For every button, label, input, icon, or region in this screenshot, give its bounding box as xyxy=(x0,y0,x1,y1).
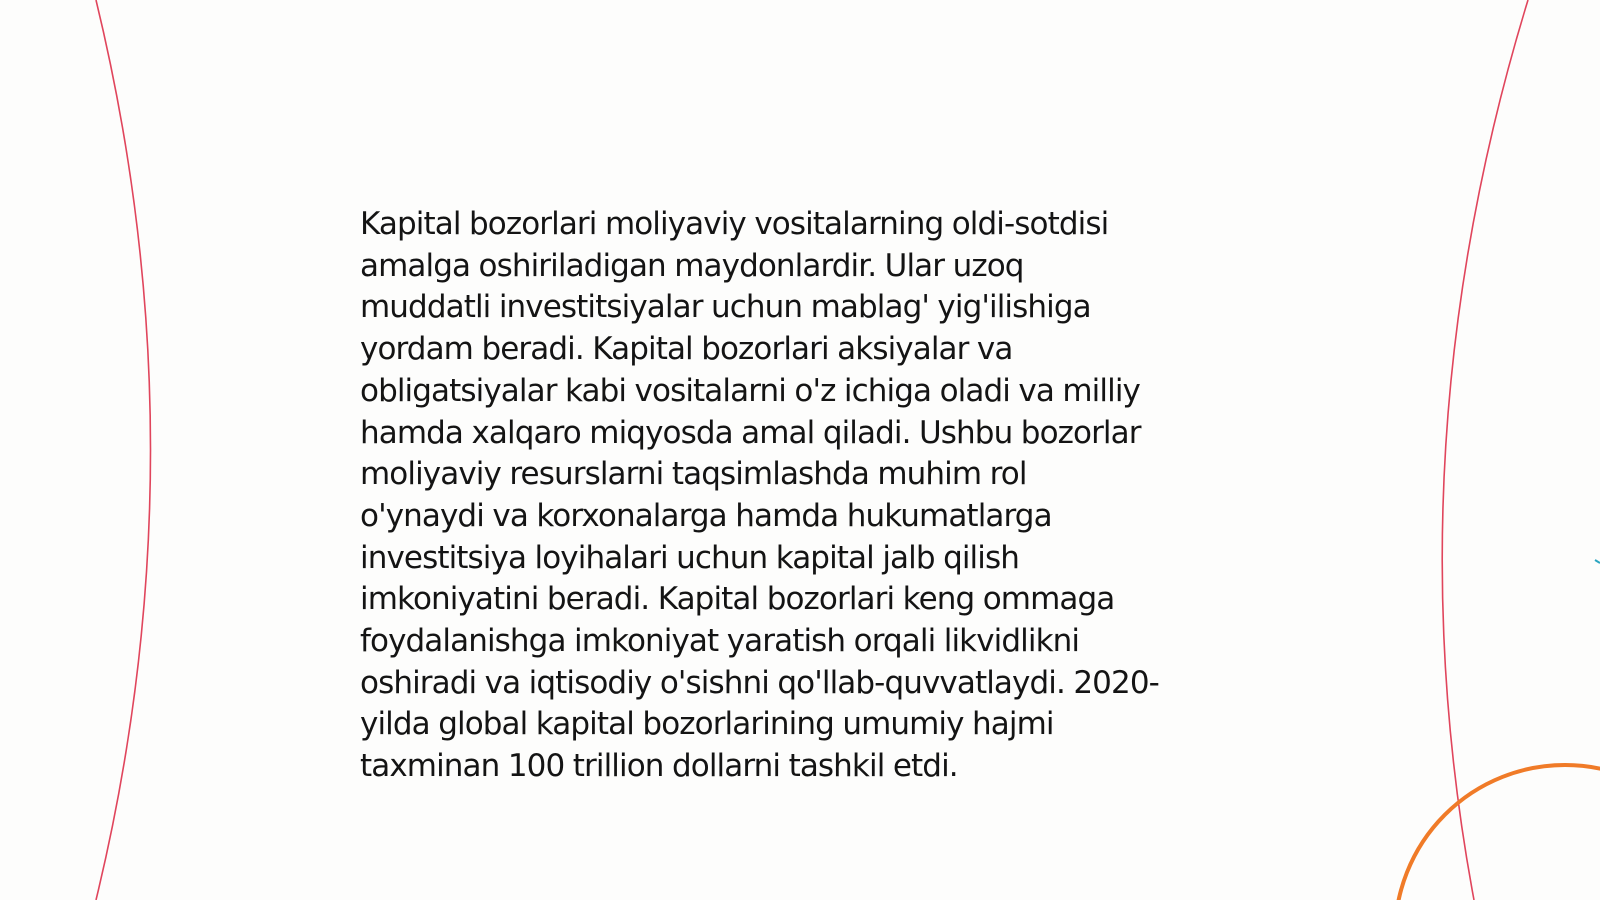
left-decorative-curve xyxy=(96,0,151,900)
right-decorative-curve xyxy=(1442,0,1528,900)
orange-arc xyxy=(1395,765,1600,900)
body-paragraph: Kapital bozorlari moliyaviy vositalarning oldi-sotdisi amalga oshiriladigan maydonlardir. Ular uzoq muddatli investitsiyalar uchun mablag' yig'ilishiga yordam beradi. Kapital bozorlari aksiyalar va obligatsiyalar kabi vositalarni o'z ichiga oladi va milliy hamda xalqaro miqyosda amal qiladi. Ushbu bozorlar moliyaviy resurslarni taqsimlashda muhim rol o'ynaydi va korxonalarga hamda hukumatlarga investitsiya loyihalari uchun kapital jalb qilish imkoniyatini beradi. Kapital bozorlari keng ommaga foydalanishga imkoniyat yaratish orqali likvidlikni oshiradi va iqtisodiy o'sishni qo'llab-quvvatlaydi. 2020- yilda global kapital bozorlarining umumiy hajmi taxminan 100 trillion dollarni tashkil etdi. xyxy=(360,206,1159,785)
teal-accent-mark xyxy=(1595,560,1600,563)
